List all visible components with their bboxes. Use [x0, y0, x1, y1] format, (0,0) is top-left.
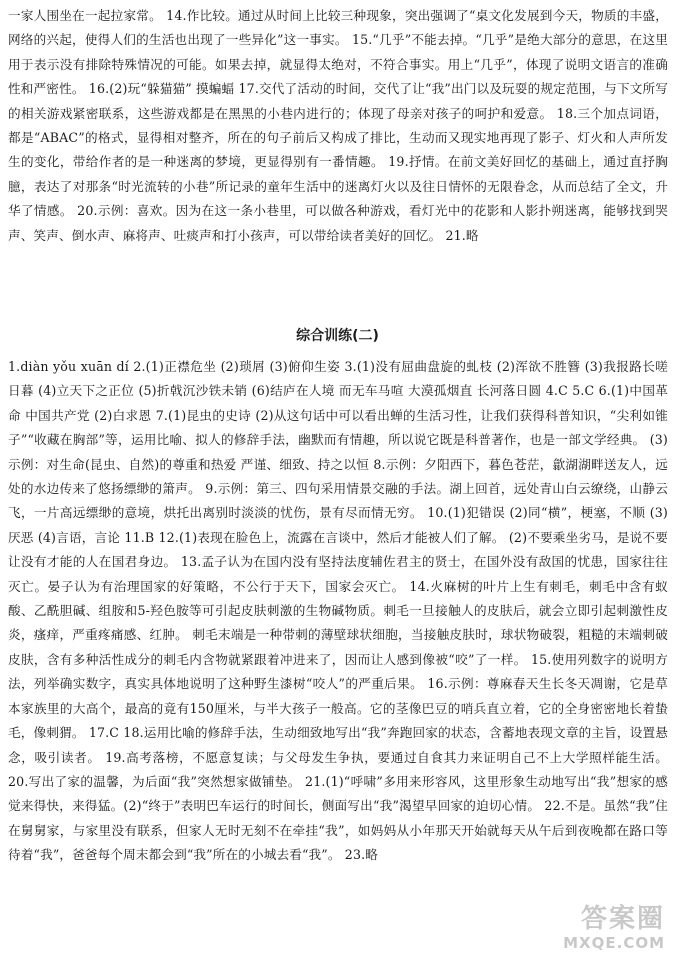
answer-text-lower: 1.diàn yǒu xuān dí 2.(1)正襟危坐 (2)琐屑 (3)俯仰生姿 3.(1)没有屈曲盘旋的虬枝 (2)浑欲不胜簪 (3)我报路长嗟日暮 (4)立天下之正位 (5)折戟沉沙铁未销 (6)结庐在人境 而无车马喧 大漠孤烟直 长河落日圆 4.C 5.C 6.(1)中国革命 中国共产党 (2)白求恩 7.(1)昆虫的史诗 (2)从这句话中可以看出蝉的生活习性，让我们获得科普知识，“尖利如锥子”“收藏在胸部”等，运用比喻、拟人的修辞手法，幽默而有情趣，所以说它既是科普著作，也是一部文学经典。 (3)示例：对生命(昆虫、自然)的尊重和热爱 严谨、细致、持之以恒 8.示例：夕阳西下，暮色苍茫，歙湖湖畔送友人，远处的水边传来了悠扬缥缈的箫声。 9.示例：第三、四句采用情景交融的手法。湖上回首，远处青山白云缭绕，山静云飞，一片高远缥缈的意境，烘托出离别时淡淡的忧伤，景有尽而情无穷。 10.(1)犯错误 (2)同“横”，梗塞，不顺 (3)厌恶 (4)言语，言论 11.B 12.(1)表现在脸色上，流露在言谈中，然后才能被人们了解。 (2)不要乘坐劣马，是说不要让没有才能的人在国君身边。 13.孟子认为在国内没有坚持法度辅佐君主的贤士，在国外没有敌国的忧患，国家往往灭亡。晏子认为有治理国家的好策略，不公行于天下，国家会灭亡。 14.火麻树的叶片上生有刺毛，刺毛中含有蚁酸、乙酰胆碱、组胺和5-羟色胺等可引起皮肤刺激的生物碱物质。刺毛一旦接触人的皮肤后，就会立即引起刺激性皮炎，瘙痒，严重疼痛感、红肿。 刺毛末端是一种带刺的薄壁球状细胞，当接触皮肤时，球状物破裂，粗糙的末端刺破皮肤，含有多种活性成分的刺毛内含物就紧跟着冲进来了，因而让人感到像被“咬”了一样。 15.使用列数字的说明方法，列举确实数字，真实具体地说明了这种野生漆树“咬人”的严重后果。 16.示例：尊麻春天生长冬天凋谢，它是草本家族里的大高个，最高的竟有150厘米，与半大孩子一般高。它的茎像巴豆的哨兵直立着，它的全身密密地长着蛰毛，像刺猬。 17.C 18.运用比喻的修辞手法，生动细致地写出“我”奔跑回家的状态，含蓄地表现文章的主旨，设置悬念，吸引读者。 19.高考落榜，不愿意复读；与父母发生争执，要通过自食其力来证明自己不上大学照样能生活。 20.写出了家的温馨，为后面“我”突然想家做铺垫。 21.(1)“呼啸”多用来形容风，这里形象生动地写出“我”想家的感觉来得快，来得猛。(2)“终于”表明巴车运行的时间长，侧面写出“我”渴望早回家的迫切心情。 22.不是。虽然“我”住在舅舅家，与家里没有联系，但家人无时无刻不在牵挂“我”，如妈妈从小年那天开始就每天从午后到夜晚都在路口等待着“我”，爸爸每个周末都会到“我”所在的小城去看“我”。 23.略: [8, 359, 668, 863]
watermark-url: MXQE.COM: [563, 934, 665, 952]
watermark-logo-text: 答案圈: [580, 904, 665, 934]
answer-text-upper: 一家人围坐在一起拉家常。 14.作比较。通过从时间上比较三种现象，突出强调了“桌文化发展到今天，物质的丰盛，网络的兴起，使得人们的生活也出现了一些异化”这一事实。 15.“几乎”不能去掉。“几乎”是绝大部分的意思，在这里用于表示没有排除特殊情况的可能。如果去掉，就显得太绝对，不符合事实。用上“几乎”，体现了说明文语言的准确性和严密性。 16.(2)玩“躲猫猫” 摸蝙蝠 17.交代了活动的时间，交代了让“我”出门以及玩耍的规定范围，与下文所写的相关游戏紧密联系，这些游戏都是在黑黑的小巷内进行的；体现了母亲对孩子的呵护和爱意。 18.三个加点词语，都是“ABAC”的格式，显得相对整齐，所在的句子前后又构成了排比，生动而又现实地再现了影子、灯火和人声所发生的变化，带给作者的是一种迷离的梦境，更显得别有一番情趣。 19.抒情。在前文美好回忆的基础上，通过直抒胸臆，表达了对那条“时光流转的小巷”所记录的童年生活中的迷离灯火以及往日情怀的无限眷念，从而总结了全文，升华了情感。 20.示例：喜欢。因为在这一条小巷里，可以做各种游戏，看灯光中的花影和人影扑朔迷离，能够找到哭声、笑声、倒水声、麻将声、吐痰声和打小孩声，可以带给读者美好的回忆。 21.略: [8, 8, 668, 243]
section-title: 综合训练(二): [296, 328, 379, 344]
watermark-logo: [515, 904, 665, 956]
